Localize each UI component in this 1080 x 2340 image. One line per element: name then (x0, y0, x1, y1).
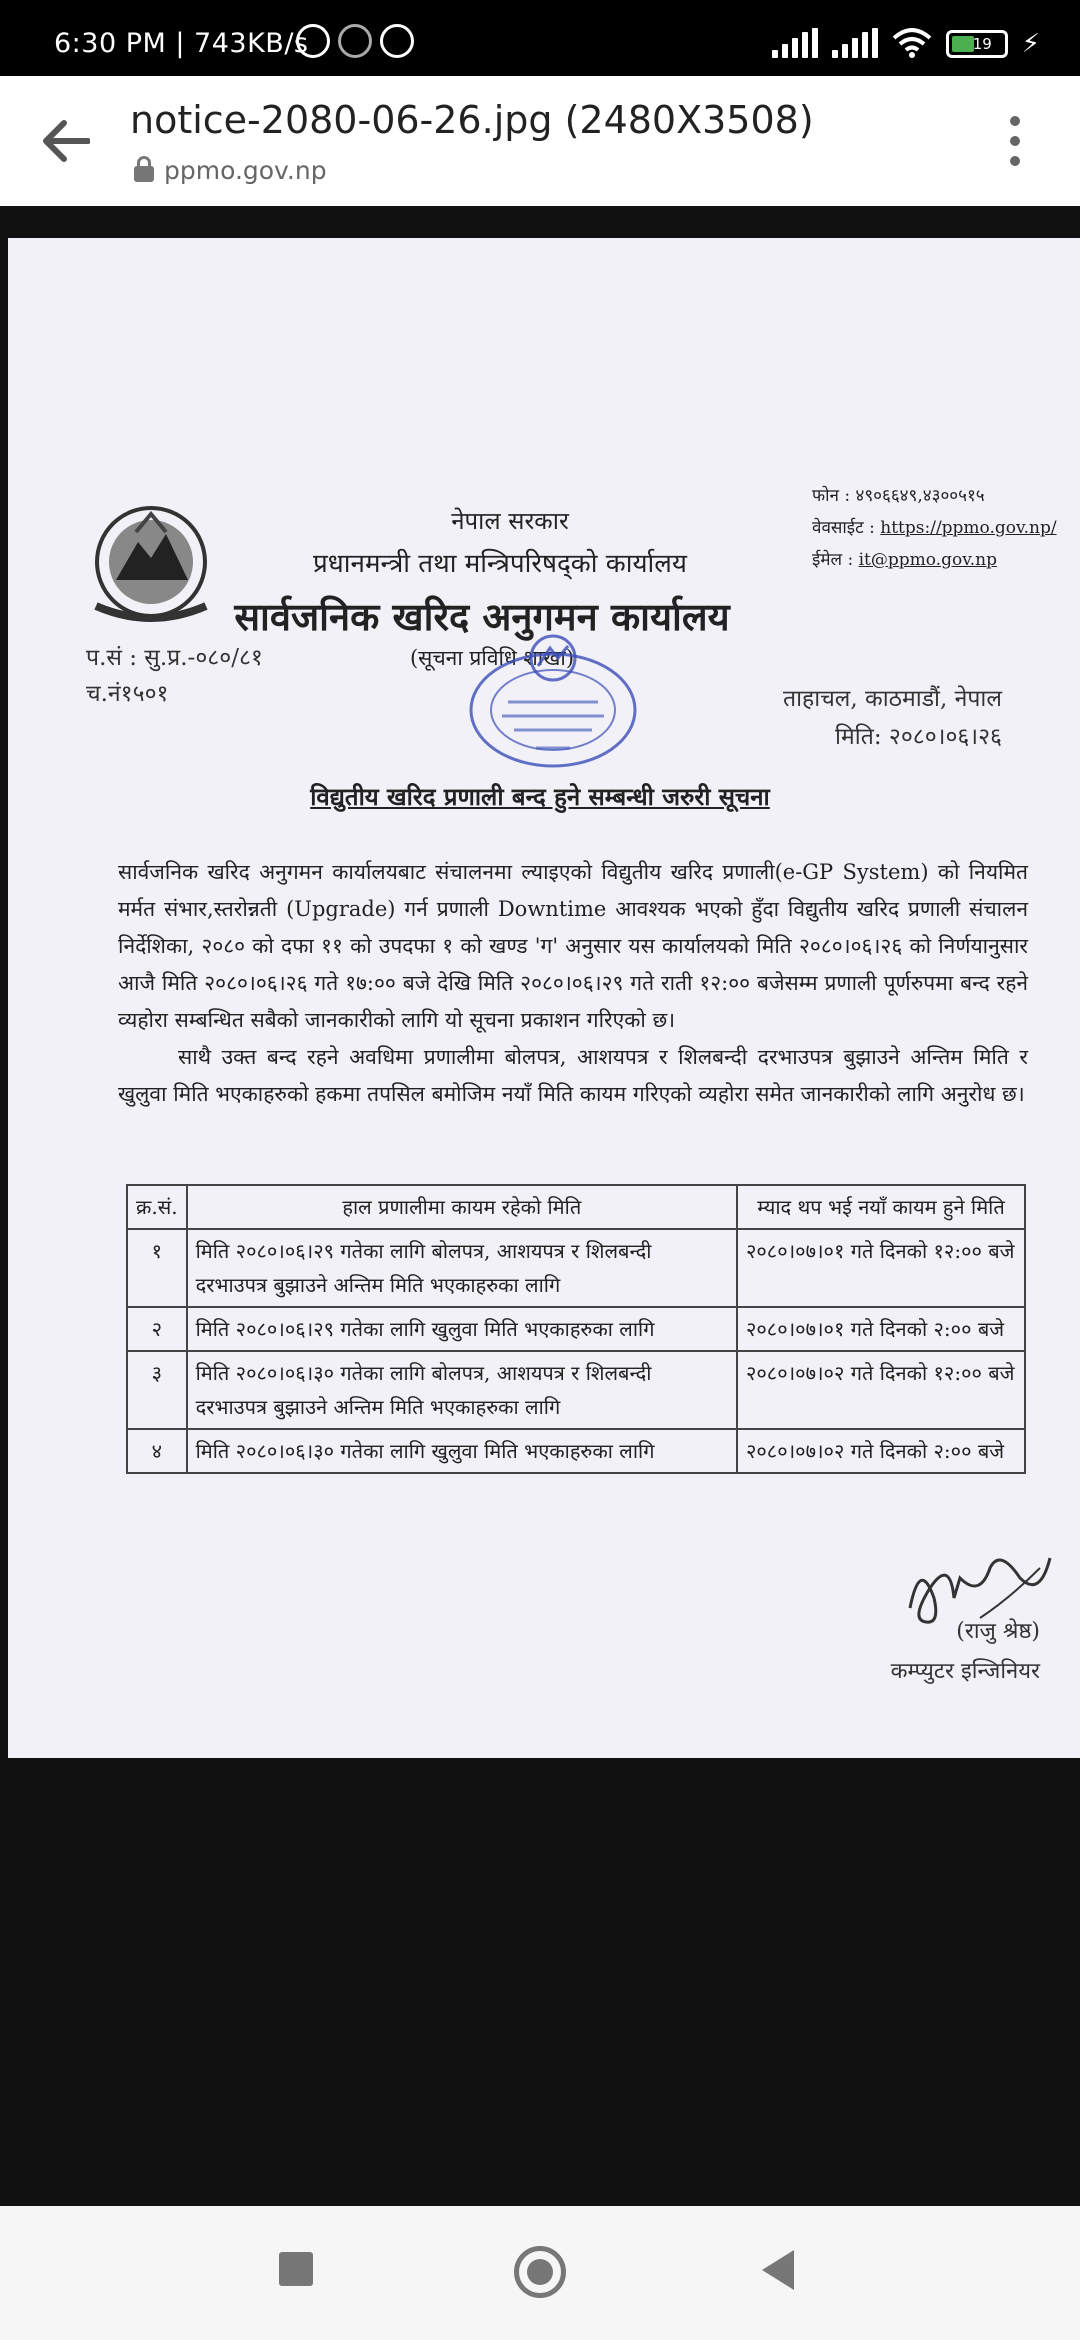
url-row (134, 156, 327, 185)
row-serial: २ (127, 1307, 187, 1351)
system-nav-bar (0, 2206, 1080, 2340)
row-new-date: २०८०।०७।०१ गते दिनको २:०० बजे (737, 1307, 1025, 1351)
contact-email-label: ईमेल : (812, 550, 854, 570)
office-address (783, 680, 1002, 756)
table-row (127, 1429, 1025, 1473)
row-current-date: मिति २०८०।०६।३० गतेका लागि बोलपत्र, आशयपत्र र शिलबन्दी दरभाउपत्र बुझाउने अन्तिम मिति भएकाहरुका लागि (187, 1351, 737, 1429)
viber-icon (338, 24, 372, 58)
reference-number: प.सं : सु.प्र.-०८०/८१ (86, 645, 263, 671)
more-options-icon[interactable] (1010, 116, 1020, 166)
header-government: नेपाल सरकार (451, 507, 569, 535)
charging-icon: ⚡ (1021, 29, 1040, 59)
row-serial: १ (127, 1229, 187, 1307)
battery-icon (946, 30, 1008, 58)
contact-info (812, 480, 1057, 576)
notice-subject: विद्युतीय खरिद प्रणाली बन्द हुने सम्बन्धी जरुरी सूचना (310, 782, 770, 811)
notice-date: मिति: २०८०।०६।२६ (835, 724, 1002, 750)
header-current-date: हाल प्रणालीमा कायम रहेको मिति (187, 1185, 737, 1229)
row-new-date: २०८०।०७।०२ गते दिनको २:०० बजे (737, 1429, 1025, 1473)
header-office: सार्वजनिक खरिद अनुगमन कार्यालय (234, 594, 730, 639)
row-current-date: मिति २०८०।०६।३० गतेका लागि खुलुवा मिति भएकाहरुका लागि (187, 1429, 737, 1473)
dispatch-number: च.नं१५०१ (86, 681, 169, 707)
signer-name: (राजु श्रेष्ठ) (956, 1619, 1040, 1644)
row-current-date: मिति २०८०।०६।२९ गतेका लागि बोलपत्र, आशयपत्र र शिलबन्दी दरभाउपत्र बुझाउने अन्तिम मिति भएकाहरुका लागि (187, 1229, 737, 1307)
signer-block (891, 1612, 1040, 1692)
status-bar (0, 0, 1080, 76)
table-row (127, 1307, 1025, 1351)
header-ministry: प्रधानमन्त्री तथा मन्त्रिपरिषद्को कार्यालय (313, 549, 687, 579)
home-icon[interactable] (514, 2246, 566, 2298)
notice-paragraph-1: सार्वजनिक खरिद अनुगमन कार्यालयबाट संचालनमा ल्याइएको विद्युतीय खरिद प्रणाली(e-GP System) को नियमित मर्मत संभार,स्तरोन्नती (Upgrade) गर्न प्रणाली Downtime आवश्यक भएको हुँदा विद्युतीय खरिद प्रणाली संचालन निर्देशिका, २०८० को दफा ११ को उपदफा १ को खण्ड 'ग' अनुसार यस कार्यालयको मिति २०८०।०६।२६ को निर्णयानुसार आजै मिति २०८०।०६।२६ गते १७:०० बजे देखि मिति २०८०।०६।२९ गते राती १२:०० बजेसम्म प्रणाली पूर्णरुपमा बन्द रहने व्यहोरा सम्बन्धित सबैको जानकारीको लागि यो सूचना प्रकाशन गरिएको छ। (118, 860, 1028, 1032)
status-notification-icons (296, 24, 414, 58)
table-row (127, 1229, 1025, 1307)
signal-icon (772, 28, 818, 58)
back-arrow-icon[interactable] (40, 118, 90, 164)
back-icon[interactable] (762, 2250, 794, 2290)
table-row (127, 1351, 1025, 1429)
signer-title: कम्प्युटर इन्जिनियर (890, 1659, 1040, 1684)
wifi-icon (892, 28, 932, 58)
row-serial: ३ (127, 1351, 187, 1429)
status-system-icons (772, 28, 1040, 58)
viber-icon (380, 24, 414, 58)
header-section: (सूचना प्रविधि शाखा) (409, 646, 575, 670)
viewer-app-bar (0, 76, 1080, 206)
notice-body (118, 854, 1028, 1113)
contact-website-row (812, 512, 1057, 544)
lock-icon (134, 166, 154, 182)
header-serial: क्र.सं. (127, 1185, 187, 1229)
contact-website: https://ppmo.gov.np/ (880, 518, 1057, 538)
row-current-date: मिति २०८०।०६।२९ गतेका लागि खुलुवा मिति भएकाहरुका लागि (187, 1307, 737, 1351)
office-stamp (458, 632, 648, 772)
contact-phone: फोन : ४९०६६४९,४३००५१५ (812, 486, 985, 506)
contact-email-row (812, 544, 1057, 576)
page-url: ppmo.gov.np (164, 156, 327, 185)
contact-email: it@ppmo.gov.np (858, 550, 998, 570)
schedule-table (126, 1184, 1026, 1474)
row-new-date: २०८०।०७।०१ गते दिनको १२:०० बजे (737, 1229, 1025, 1307)
table-header-row (127, 1185, 1025, 1229)
recents-icon[interactable] (279, 2252, 313, 2286)
file-title: notice-2080-06-26.jpg (2480X3508) (130, 98, 814, 142)
signal-icon (832, 28, 878, 58)
contact-website-label: वेवसाईट : (812, 518, 875, 538)
header-new-date: म्याद थप भई नयाँ कायम हुने मिति (737, 1185, 1025, 1229)
alarm-icon (296, 24, 330, 58)
row-new-date: २०८०।०७।०२ गते दिनको १२:०० बजे (737, 1351, 1025, 1429)
battery-level: 19 (972, 35, 992, 53)
address-place: ताहाचल, काठमाडौं, नेपाल (782, 686, 1002, 712)
notice-paragraph-2: साथै उक्त बन्द रहने अवधिमा प्रणालीमा बोलपत्र, आशयपत्र र शिलबन्दी दरभाउपत्र बुझाउने अन्तिम मिति र खुलुवा मिति भएकाहरुको हकमा तपसिल बमोजिम नयाँ मिति कायम गरिएको व्यहोरा समेत जानकारीको लागि अनुरोध छ। (118, 1045, 1028, 1106)
row-serial: ४ (127, 1429, 187, 1473)
status-time: 6:30 PM | 743KB/s (54, 28, 309, 59)
